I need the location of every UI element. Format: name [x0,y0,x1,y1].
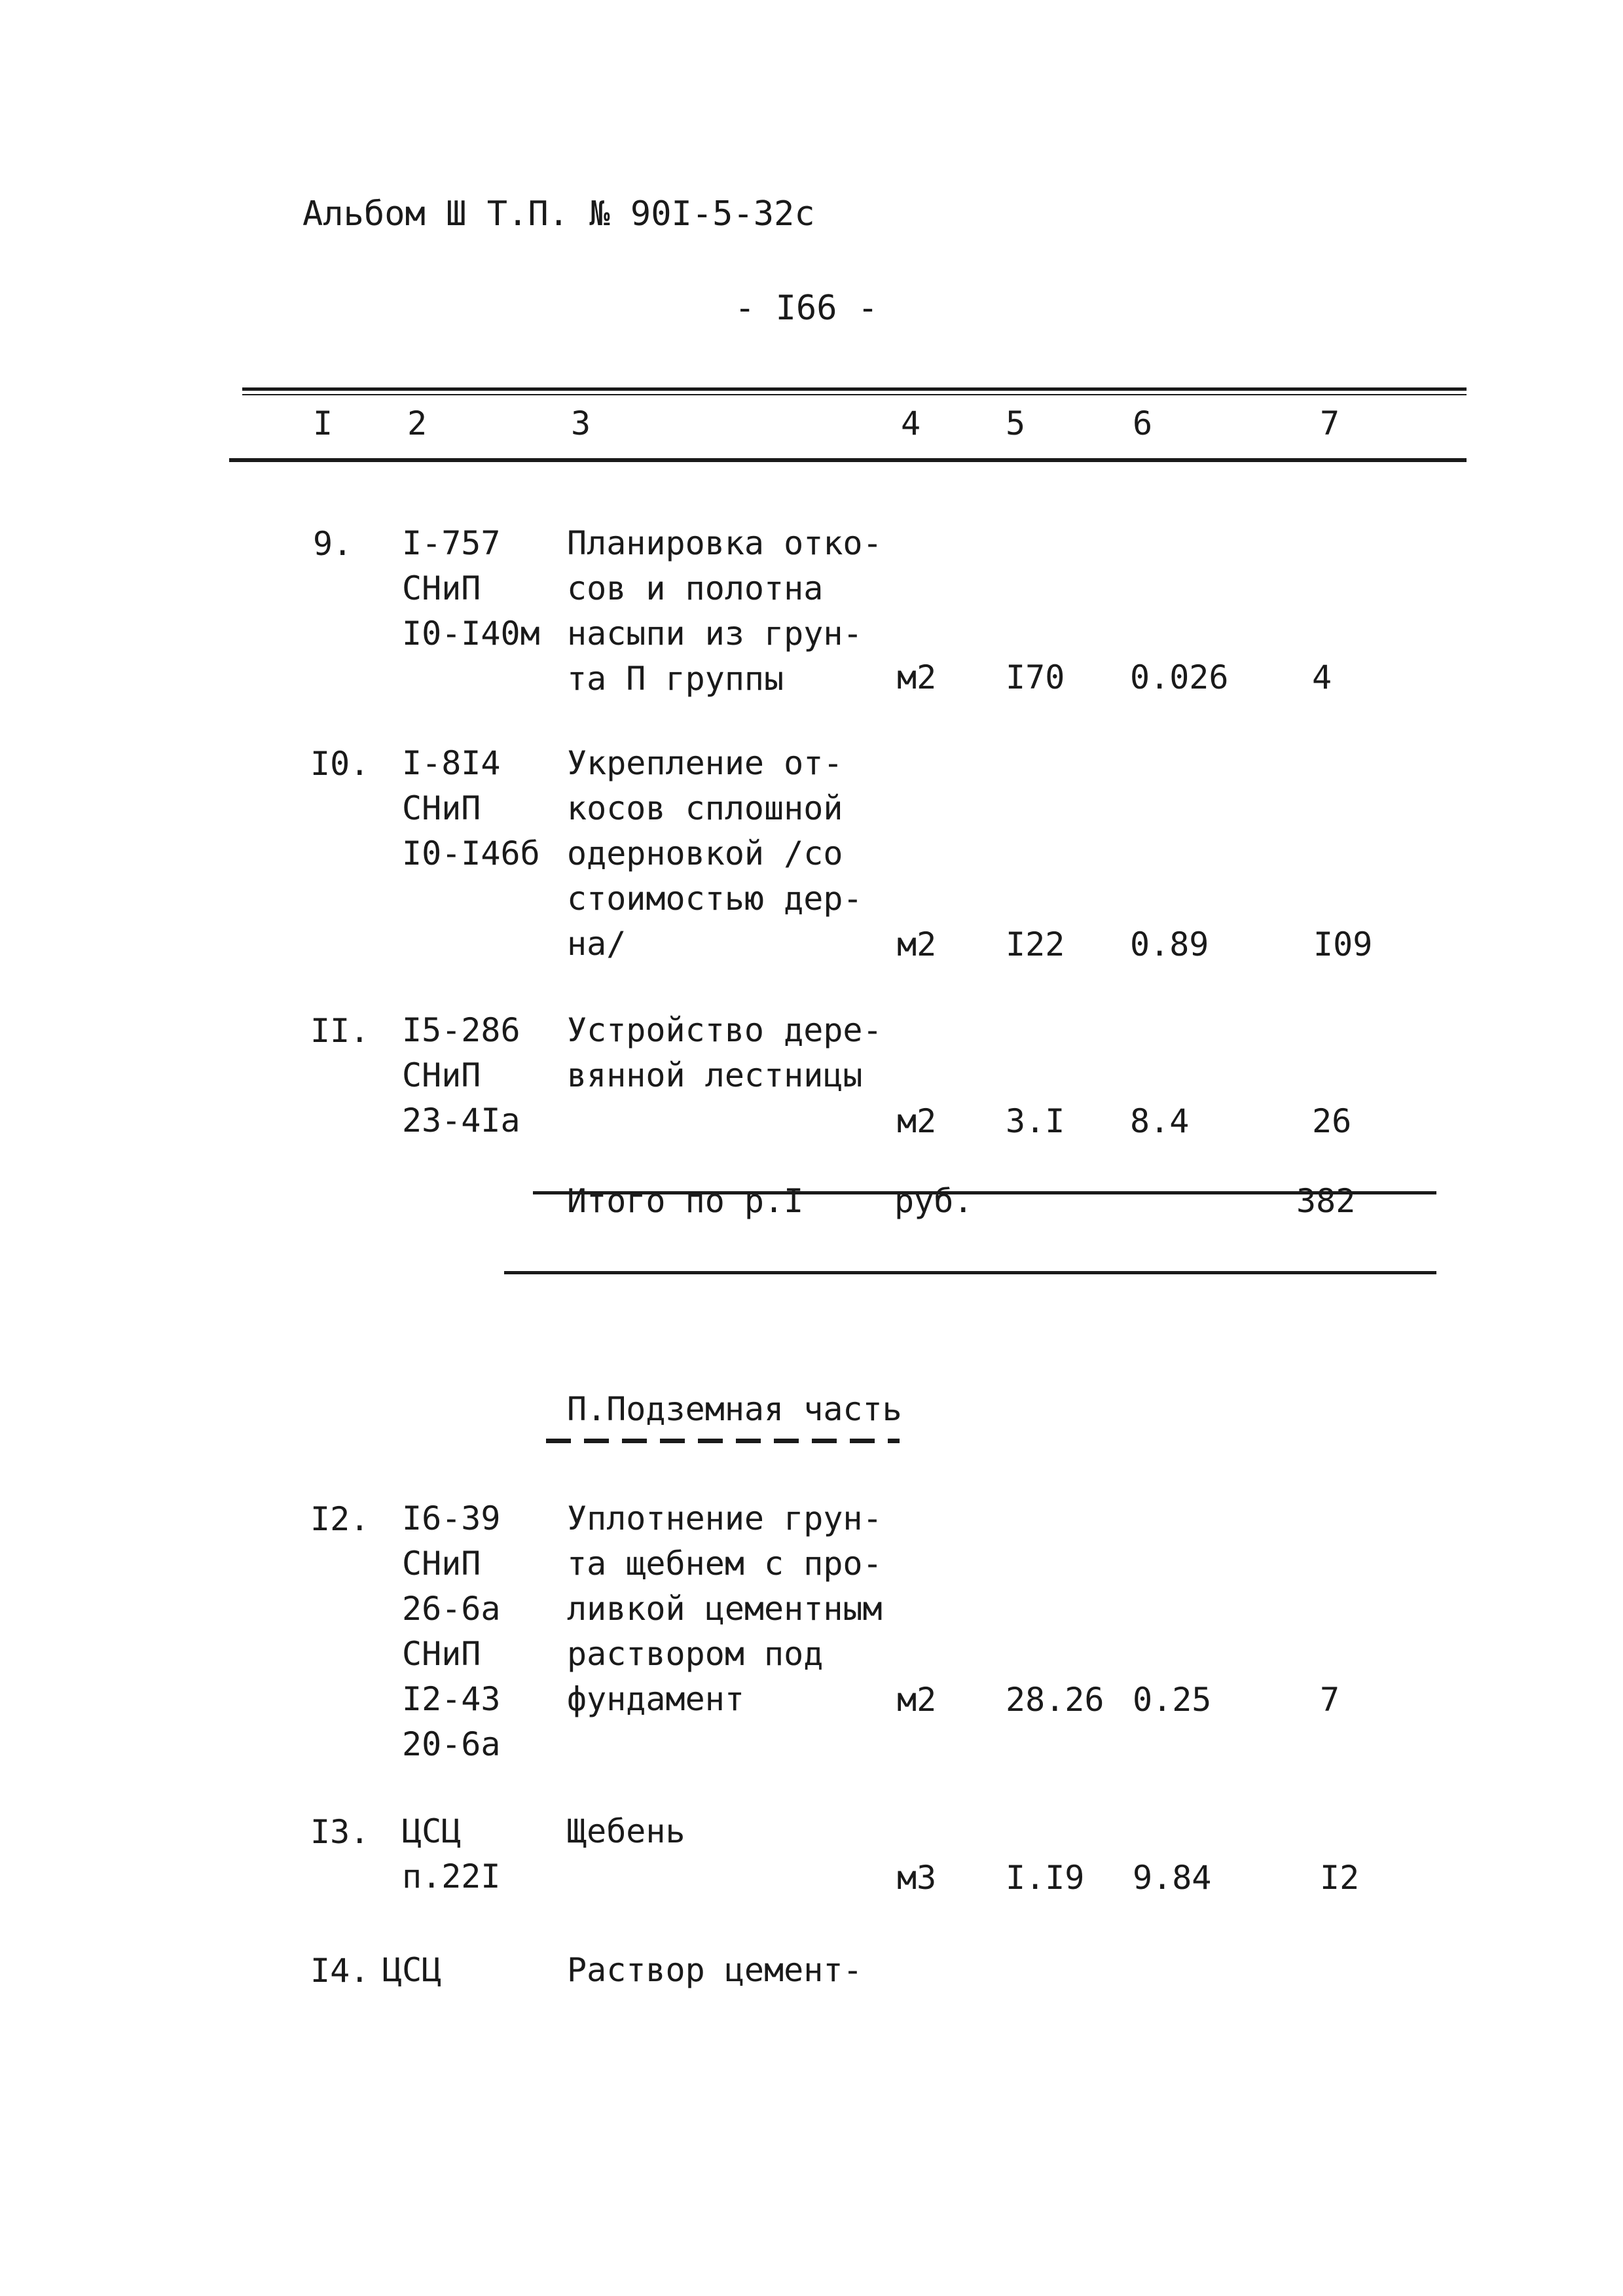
row-code: ЦСЦ п.22I [402,1812,501,1895]
row-number: I3. [310,1813,370,1851]
column-header-4: 4 [901,404,921,442]
row-total: I09 [1313,925,1373,963]
page-number: - I66 - [735,289,879,328]
row-description: Планировка отко- сов и полотна насыпи из грун- та П группы [567,524,883,698]
row-total: 26 [1312,1102,1352,1140]
table-top-rule [242,387,1467,391]
row-unit-price: 0.89 [1130,925,1209,963]
column-header-6: 6 [1133,404,1153,442]
row-unit: м2 [897,658,937,696]
row-description: Уплотнение грун- та щебнем с про- ливкой цементным раствором под фундамент [567,1499,883,1718]
row-unit-price: 9.84 [1133,1859,1212,1897]
table-top-rule-thin [242,394,1467,395]
section-title-underline [546,1439,900,1443]
row-total: 7 [1320,1681,1340,1719]
row-description: Укрепление от- косов сплошной одерновкой /со стоимостью дер- на/ [567,744,863,963]
table-header-bottom-rule [229,458,1467,462]
row-description: Раствор цемент- [567,1951,863,1989]
row-total: I2 [1320,1859,1360,1897]
subtotal-label: Итого по р.I [567,1182,804,1220]
row-unit: м2 [897,1681,937,1719]
row-number: II. [310,1012,370,1050]
row-quantity: 28.26 [1006,1681,1104,1719]
row-quantity: I.I9 [1006,1859,1085,1897]
row-description: Устройство дере- вянной лестницы [567,1011,883,1094]
row-quantity: I22 [1006,925,1065,963]
column-header-7: 7 [1320,404,1340,442]
section-title: П.Подземная часть [567,1390,902,1428]
column-header-3: 3 [571,404,591,442]
row-total: 4 [1312,658,1332,696]
row-unit: м2 [897,925,937,963]
subtotal-unit: руб. [894,1182,974,1220]
row-unit-price: 0.25 [1133,1681,1212,1719]
column-header-1: I [313,404,333,442]
column-header-2: 2 [407,404,428,442]
column-header-5: 5 [1006,404,1026,442]
row-code: I5-286 СНиП 23-4Iа [402,1011,520,1139]
row-unit-price: 0.026 [1130,658,1229,696]
row-unit-price: 8.4 [1130,1102,1190,1140]
row-description: Щебень [567,1812,685,1850]
row-unit: м3 [897,1859,937,1897]
row-code: I6-39 СНиП 26-6а СНиП I2-43 20-6а [402,1499,501,1763]
row-quantity: 3.I [1006,1102,1065,1140]
row-number: 9. [313,525,353,563]
row-quantity: I70 [1006,658,1065,696]
row-unit: м2 [897,1102,937,1140]
row-number: I0. [310,745,370,783]
album-reference: Альбом Ш Т.П. № 90I-5-32с [302,194,815,234]
row-code: I-757 СНиП I0-I40м [402,524,540,653]
subtotal-total: 382 [1296,1182,1356,1220]
row-number: I4. [310,1952,370,1990]
row-code: I-8I4 СНиП I0-I46б [402,744,540,872]
row-number: I2. [310,1500,370,1538]
subtotal-bottom-rule [504,1271,1436,1274]
row-code: ЦСЦ [382,1951,442,1989]
